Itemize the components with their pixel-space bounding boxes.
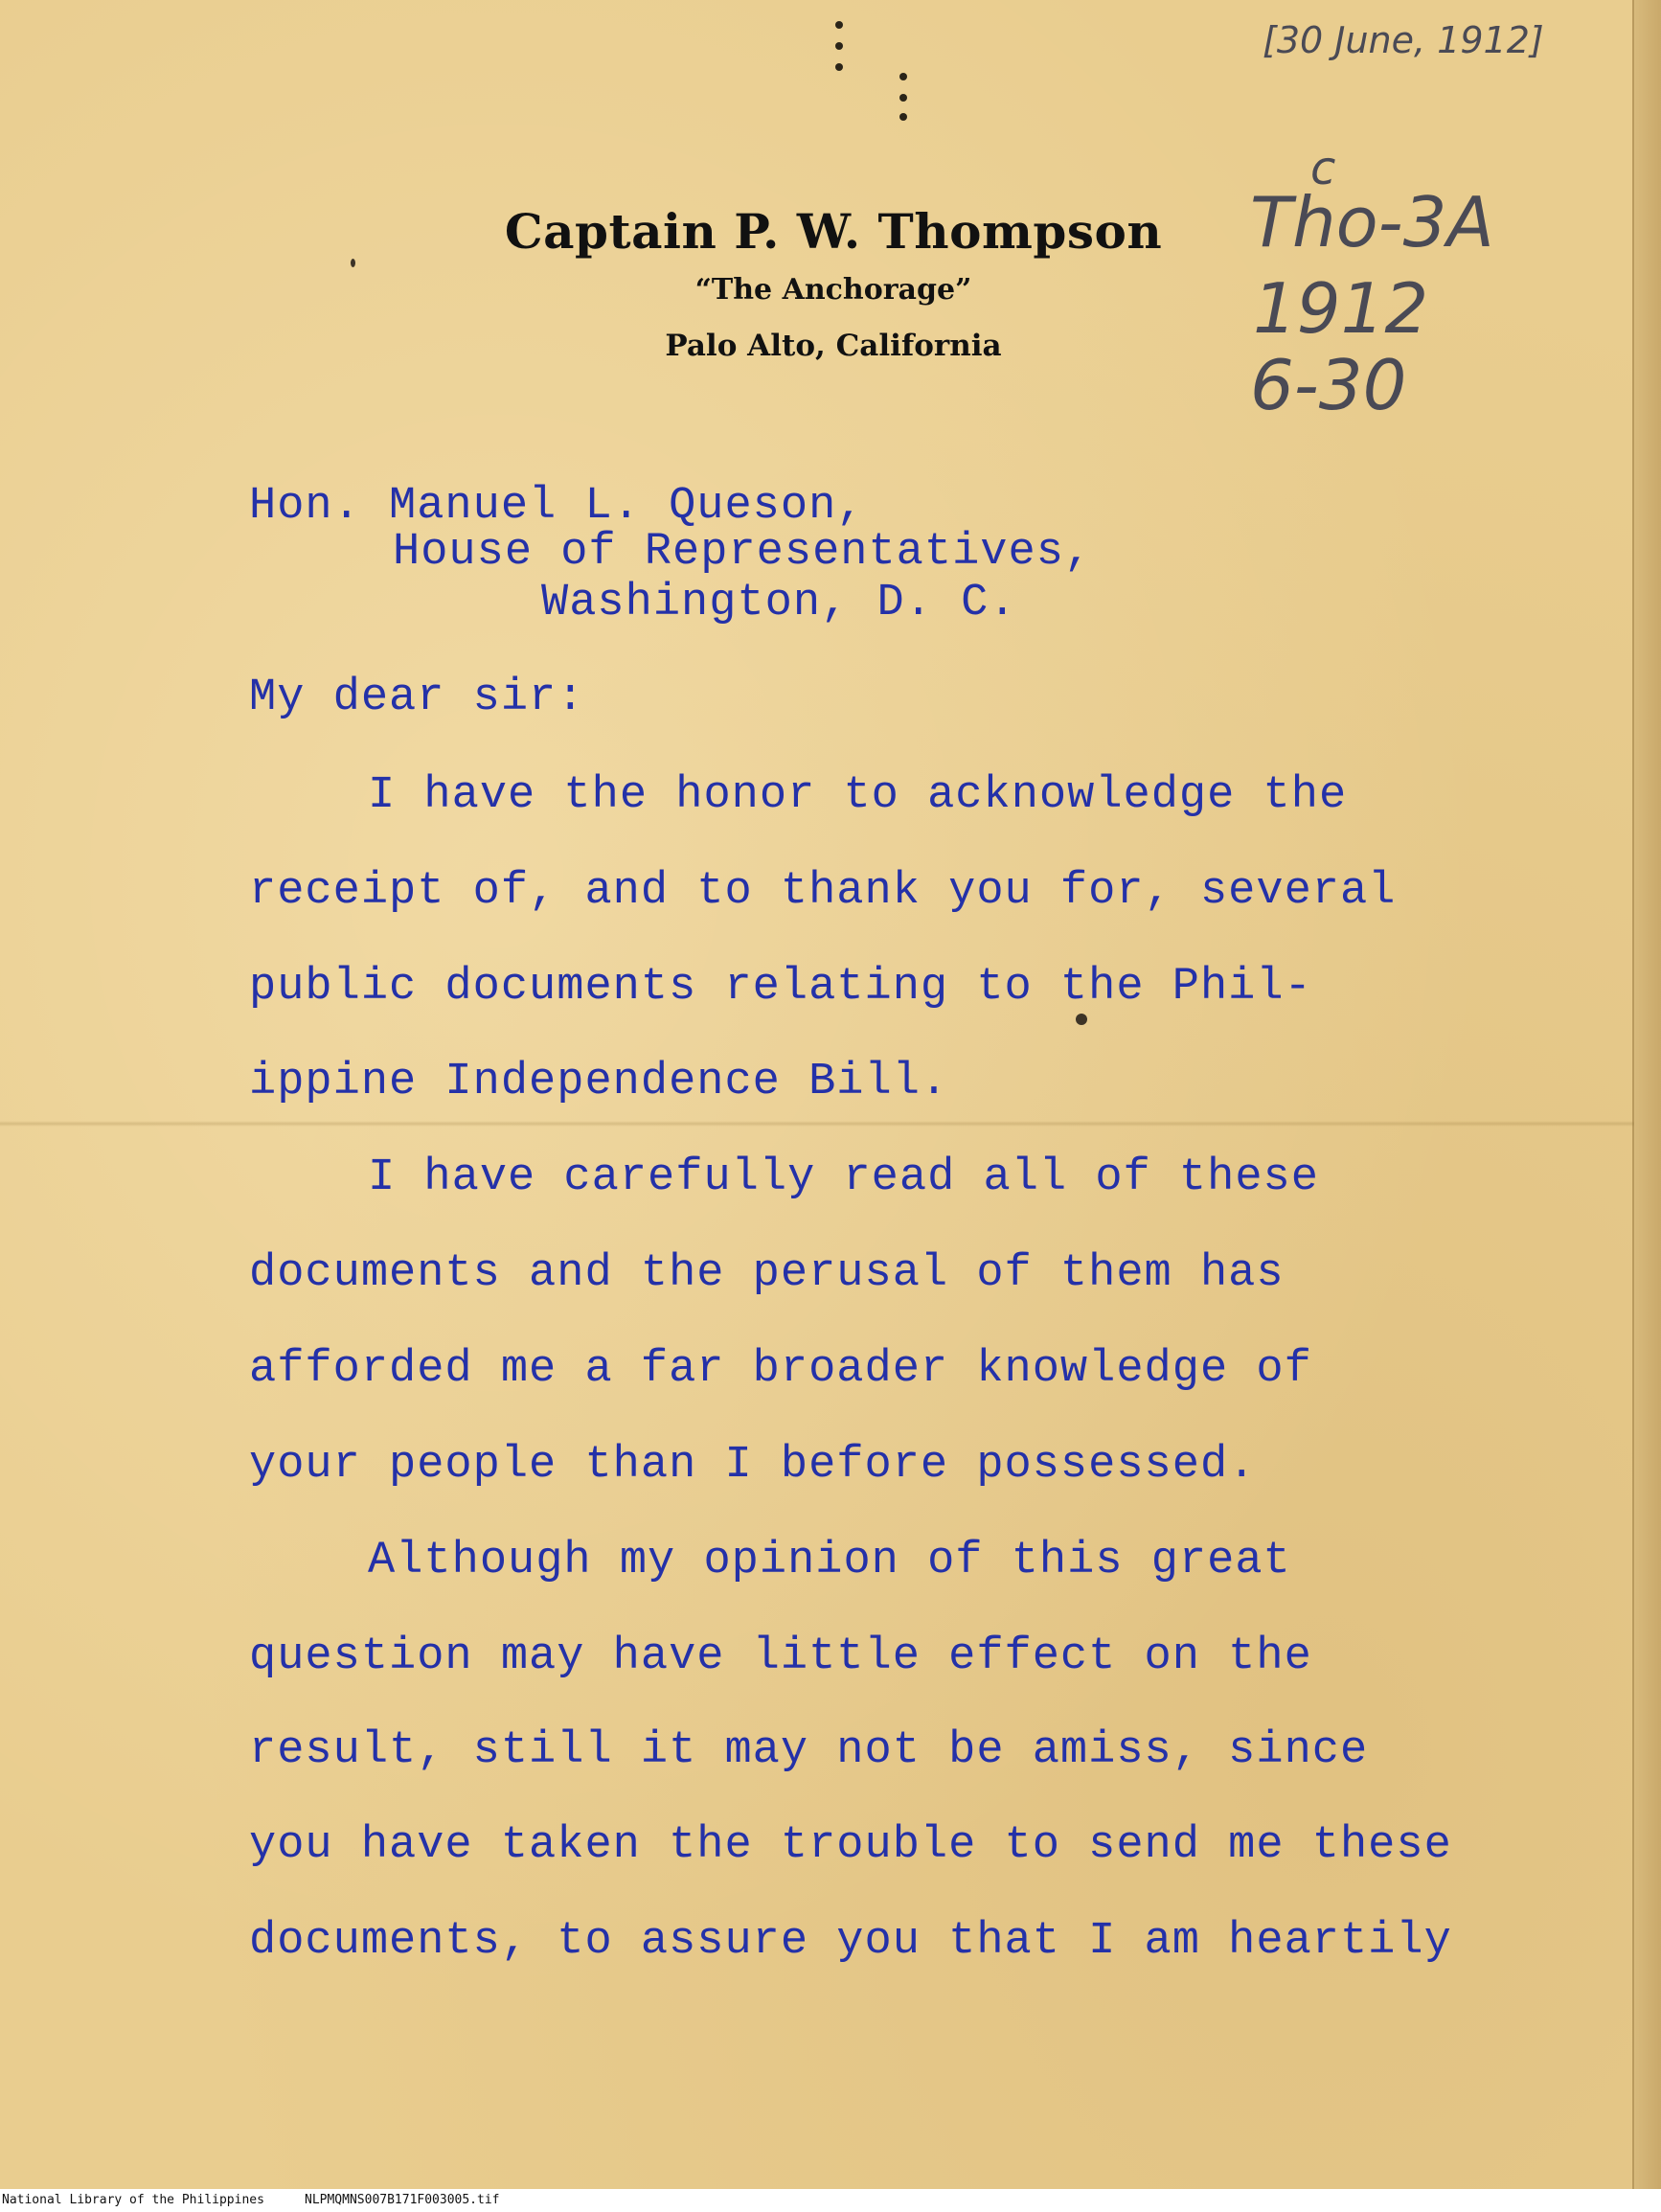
address-line-3: Washington, D. C. bbox=[541, 578, 1017, 628]
punch-hole bbox=[835, 21, 843, 29]
address-line-1: Hon. Manuel L. Queson, bbox=[249, 481, 865, 532]
handwritten-c: c bbox=[1310, 142, 1336, 195]
punch-hole bbox=[899, 73, 907, 80]
body-line: your people than I before possessed. bbox=[249, 1440, 1257, 1491]
body-line: ippine Independence Bill. bbox=[249, 1057, 949, 1107]
punch-hole bbox=[835, 42, 843, 50]
body-line: I have carefully read all of these bbox=[368, 1152, 1319, 1203]
punch-hole bbox=[835, 63, 843, 71]
body-line: afforded me a far broader knowledge of bbox=[249, 1344, 1312, 1395]
body-line: receipt of, and to thank you for, several bbox=[249, 866, 1397, 917]
handwritten-year: 1912 bbox=[1253, 268, 1429, 349]
page-edge bbox=[1632, 0, 1661, 2189]
footer-institution: National Library of the Philippines bbox=[2, 2193, 264, 2207]
salutation: My dear sir: bbox=[249, 673, 585, 723]
punch-hole bbox=[899, 94, 907, 102]
footer-filename: NLPMQMNS007B171F003005.tif bbox=[305, 2193, 500, 2207]
punch-hole bbox=[899, 113, 907, 121]
letterhead-city: Palo Alto, California bbox=[665, 329, 1002, 363]
ink-spot bbox=[1076, 1014, 1087, 1025]
scan-footer bbox=[0, 2189, 1661, 2212]
handwritten-monthday: 6-30 bbox=[1250, 345, 1407, 425]
body-line: Although my opinion of this great bbox=[368, 1536, 1291, 1586]
address-line-2: House of Representatives, bbox=[393, 527, 1093, 578]
handwritten-date: [30 June, 1912] bbox=[1263, 19, 1544, 61]
fold-crease bbox=[0, 1121, 1634, 1127]
letterhead-name: Captain P. W. Thompson bbox=[504, 203, 1163, 260]
body-line: documents, to assure you that I am heartily bbox=[249, 1916, 1452, 1967]
body-line: public documents relating to the Phil- bbox=[249, 962, 1312, 1013]
body-line: documents and the perusal of them has bbox=[249, 1248, 1285, 1299]
ink-spot bbox=[351, 259, 355, 267]
handwritten-code: Tho-3A bbox=[1250, 182, 1494, 262]
body-line: you have taken the trouble to send me these bbox=[249, 1820, 1452, 1871]
body-line: result, still it may not be amiss, since bbox=[249, 1725, 1369, 1776]
body-line: I have the honor to acknowledge the bbox=[368, 770, 1348, 821]
body-line: question may have little effect on the bbox=[249, 1631, 1312, 1682]
letterhead-house: “The Anchorage” bbox=[694, 273, 972, 307]
